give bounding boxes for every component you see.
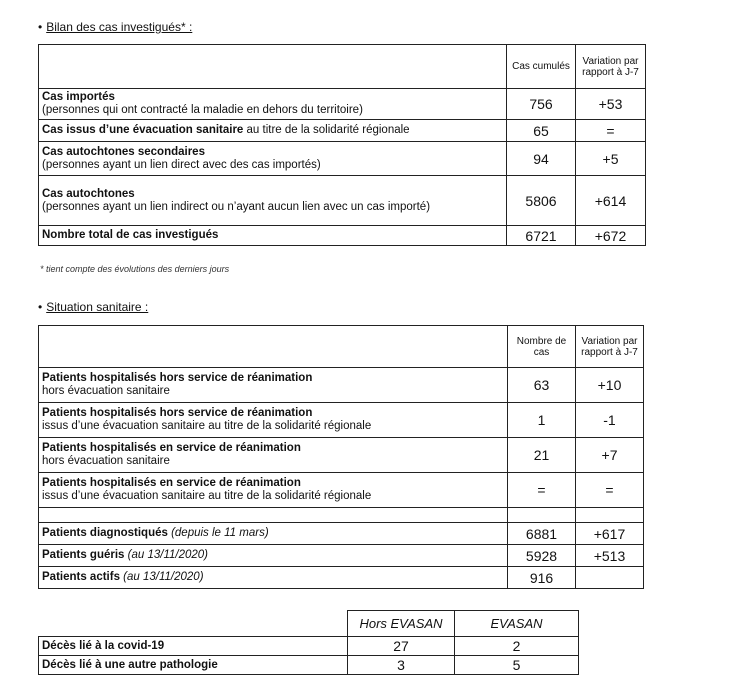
table-row — [39, 368, 644, 403]
table-row — [39, 438, 644, 473]
table-row — [39, 403, 644, 438]
deces-header-blank — [39, 611, 348, 637]
deces-table — [38, 610, 579, 675]
row-label: Patients actifs (au 13/11/2020) — [39, 567, 508, 589]
bullet-icon: • — [38, 300, 43, 314]
row-variation: +10 — [576, 368, 644, 403]
row-label: Cas autochtones (personnes ayant un lien indirect ou n’ayant aucun lien avec un cas importé) — [39, 176, 507, 226]
row-value: 63 — [508, 368, 576, 403]
row-label: Patients hospitalisés en service de réanimation hors évacuation sanitaire — [39, 438, 508, 473]
row-variation: +672 — [576, 226, 646, 246]
row-label: Décès lié à la covid-19 — [39, 637, 348, 656]
row-variation: = — [576, 473, 644, 508]
row-label: Cas importés (personnes qui ont contracté la maladie en dehors du territoire) — [39, 89, 507, 120]
table-row — [39, 473, 644, 508]
row-value: 1 — [508, 403, 576, 438]
footnote: * tient compte des évolutions des derniers jours — [40, 264, 230, 274]
bilan-header-row — [39, 45, 646, 89]
situation-header-blank — [39, 326, 508, 368]
row-variation: -1 — [576, 403, 644, 438]
table-row — [39, 567, 644, 589]
table-row — [39, 656, 579, 675]
spacer-cell — [576, 508, 644, 523]
situation-header-row — [39, 326, 644, 368]
row-variation: +614 — [576, 176, 646, 226]
row-value: 65 — [507, 120, 576, 142]
row-label: Nombre total de cas investigués — [39, 226, 507, 246]
situation-section-title: • Situation sanitaire : — [38, 300, 149, 314]
row-value: 3 — [348, 656, 455, 675]
row-label: Patients hospitalisés hors service de réanimation hors évacuation sanitaire — [39, 368, 508, 403]
row-label: Patients diagnostiqués (depuis le 11 mars) — [39, 523, 508, 545]
table-row — [39, 89, 646, 120]
row-value: 2 — [455, 637, 579, 656]
bilan-table — [38, 44, 646, 246]
row-value: 916 — [508, 567, 576, 589]
row-value: 6881 — [508, 523, 576, 545]
bilan-header-cumul: Cas cumulés — [507, 45, 576, 89]
row-value: 5928 — [508, 545, 576, 567]
spacer-row — [39, 508, 644, 523]
row-label: Patients guéris (au 13/11/2020) — [39, 545, 508, 567]
deces-header-evasan: EVASAN — [455, 611, 579, 637]
row-value: 94 — [507, 142, 576, 176]
bilan-header-variation: Variation par rapport à J-7 — [576, 45, 646, 89]
table-row — [39, 142, 646, 176]
row-variation: +617 — [576, 523, 644, 545]
row-variation: = — [576, 120, 646, 142]
situation-header-count: Nombre de cas — [508, 326, 576, 368]
bilan-header-blank — [39, 45, 507, 89]
row-label: Patients hospitalisés hors service de réanimation issus d’une évacuation sanitaire au titre de la solidarité régionale — [39, 403, 508, 438]
row-value: = — [508, 473, 576, 508]
row-value: 6721 — [507, 226, 576, 246]
spacer-cell — [39, 508, 508, 523]
table-row — [39, 120, 646, 142]
row-label: Cas autochtones secondaires (personnes ayant un lien direct avec des cas importés) — [39, 142, 507, 176]
row-label: Patients hospitalisés en service de réanimation issus d’une évacuation sanitaire au titre de la solidarité régionale — [39, 473, 508, 508]
spacer-cell — [508, 508, 576, 523]
table-row — [39, 545, 644, 567]
row-variation: +513 — [576, 545, 644, 567]
table-row-total — [39, 226, 646, 246]
situation-table — [38, 325, 644, 589]
row-label: Cas issus d’une évacuation sanitaire au titre de la solidarité régionale — [39, 120, 507, 142]
row-label: Décès lié à une autre pathologie — [39, 656, 348, 675]
bilan-section-title: • Bilan des cas investigués* : — [38, 20, 193, 34]
row-variation: +7 — [576, 438, 644, 473]
deces-header-hors-evasan: Hors EVASAN — [348, 611, 455, 637]
row-variation — [576, 567, 644, 589]
row-value: 27 — [348, 637, 455, 656]
row-value: 5 — [455, 656, 579, 675]
table-row — [39, 637, 579, 656]
table-row — [39, 523, 644, 545]
table-row — [39, 176, 646, 226]
bullet-icon: • — [38, 20, 43, 34]
row-value: 756 — [507, 89, 576, 120]
deces-header-row — [39, 611, 579, 637]
situation-header-variation: Variation par rapport à J-7 — [576, 326, 644, 368]
row-variation: +5 — [576, 142, 646, 176]
row-value: 5806 — [507, 176, 576, 226]
row-value: 21 — [508, 438, 576, 473]
row-variation: +53 — [576, 89, 646, 120]
